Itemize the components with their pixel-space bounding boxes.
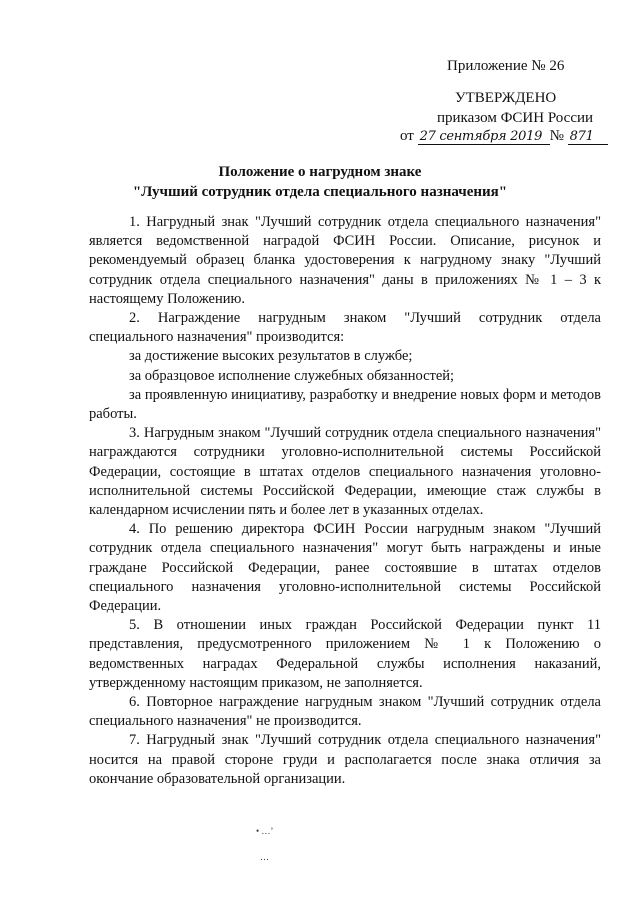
paragraph-2-item-1: за достижение высоких результатов в службе; bbox=[129, 348, 413, 365]
appendix-label: Приложение № 26 bbox=[447, 58, 565, 74]
order-label: приказом ФСИН России bbox=[437, 110, 594, 126]
scan-mark-1: • …’ bbox=[256, 826, 274, 836]
title-line-2: "Лучший сотрудник отдела специального назначения" bbox=[132, 184, 508, 200]
handwritten-date: 27 сентября 2019 bbox=[418, 129, 550, 145]
paragraph-7: 7. Нагрудный знак "Лучший сотрудник отдела специального назначения" носится на правой стороне груди и располагается после знака отличия за окончание образовательной организации. bbox=[89, 732, 601, 787]
handwritten-number: 871 bbox=[568, 129, 608, 145]
from-label: от bbox=[400, 128, 414, 144]
paragraph-5: 5. В отношении иных граждан Российской Федерации пункт 11 представления, предусмотренного приложением № 1 к Положению о ведомственных наградах Федеральной службы исполнения наказаний, утвержденному настоящим приказом, не заполняется. bbox=[89, 617, 601, 691]
paragraph-2-item-3: за проявленную инициативу, разработку и внедрение новых форм и методов работы. bbox=[89, 386, 601, 423]
document-title bbox=[0, 162, 640, 202]
paragraph-2-item-2: за образцовое исполнение служебных обязанностей; bbox=[129, 367, 455, 384]
approved-label: УТВЕРЖДЕНО bbox=[455, 90, 557, 106]
paragraph-1: 1. Нагрудный знак "Лучший сотрудник отдела специального назначения" является ведомственной наградой ФСИН России. Описание, рисунок и рекомендуемый образец бланка удостоверения к нагрудному знаку "Лучший сотрудник отдела специального назначения" даны в приложениях № 1 – 3 к настоящему Положению. bbox=[89, 214, 601, 307]
number-label: № bbox=[549, 128, 564, 144]
paragraph-3: 3. Нагрудным знаком "Лучший сотрудник отдела специального назначения" награждаются сотрудники уголовно-исполнительной системы Российской Федерации, состоящие в штатах отделов специального назначения уголовно-исполнительной системы Российской Федерации, имеющие стаж службы в календарном исчислении пять и более лет в указанных отделах. bbox=[89, 425, 601, 519]
paragraph-4: 4. По решению директора ФСИН России нагрудным знаком "Лучший сотрудник отдела специального назначения" могут быть награждены и иные граждане Российской Федерации, ранее состоявшие в штатах отделов специального назначения уголовно-исполнительной системы Российской Федерации. bbox=[89, 521, 601, 615]
order-date-line bbox=[400, 128, 608, 145]
document-body bbox=[89, 213, 601, 789]
title-line-1: Положение о нагрудном знаке bbox=[218, 164, 422, 180]
paragraph-6: 6. Повторное награждение нагрудным знаком "Лучший сотрудник отдела специального назначения" не производится. bbox=[89, 694, 601, 730]
scan-mark-2: … bbox=[260, 852, 269, 862]
paragraph-2: 2. Награждение нагрудным знаком "Лучший сотрудник отдела специального назначения" производится: bbox=[89, 310, 601, 346]
